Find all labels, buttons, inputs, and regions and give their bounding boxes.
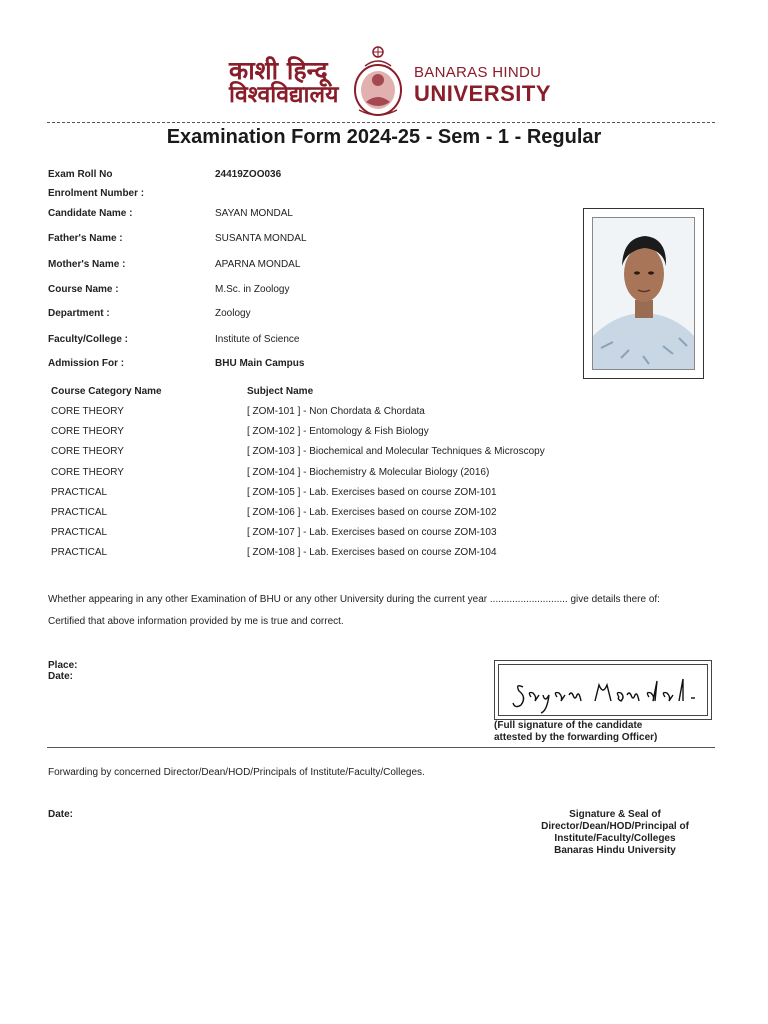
subject-row-category: PRACTICAL xyxy=(51,547,108,558)
subject-row-name: [ ZOM-105 ] - Lab. Exercises based on course ZOM-101 xyxy=(247,487,497,498)
course-name-label: Course Name : xyxy=(48,284,119,295)
forwarding-statement: Forwarding by concerned Director/Dean/HOD/Principals of Institute/Faculty/Colleges. xyxy=(48,767,425,778)
seal-line-3: Institute/Faculty/Colleges xyxy=(554,833,676,844)
forwarding-date-label: Date: xyxy=(48,809,74,820)
subject-row-name: [ ZOM-106 ] - Lab. Exercises based on course ZOM-102 xyxy=(247,507,497,518)
subject-row-category: CORE THEORY xyxy=(51,406,124,417)
logo-hindi-line2: विश्वविद्यालय xyxy=(229,82,339,108)
date-label: Date: xyxy=(48,671,74,682)
exam-roll-value: 24419ZOO036 xyxy=(215,169,282,180)
subject-row-category: PRACTICAL xyxy=(51,507,108,518)
candidate-photo xyxy=(592,217,695,370)
subject-row-category: PRACTICAL xyxy=(51,487,108,498)
subject-row-category: CORE THEORY xyxy=(51,446,124,457)
header-divider xyxy=(47,122,715,123)
candidate-handwritten-signature xyxy=(499,665,709,717)
subject-row-category: CORE THEORY xyxy=(51,467,124,478)
column-header-subject: Subject Name xyxy=(247,386,314,397)
subject-row-name: [ ZOM-101 ] - Non Chordata & Chordata xyxy=(247,406,425,417)
official-seal-signature-block xyxy=(520,809,710,857)
logo-english-line2: UNIVERSITY xyxy=(414,81,552,106)
logo-english-line1: BANARAS HINDU xyxy=(414,64,542,81)
candidate-name-value: SAYAN MONDAL xyxy=(215,208,293,219)
father-name-value: SUSANTA MONDAL xyxy=(215,233,307,244)
person-photo-icon xyxy=(593,218,694,369)
subject-row-category: CORE THEORY xyxy=(51,426,124,437)
enrolment-label: Enrolment Number : xyxy=(48,188,145,199)
signature-caption-line1: (Full signature of the candidate xyxy=(494,720,643,731)
seal-line-2: Director/Dean/HOD/Principal of xyxy=(541,821,689,832)
signature-caption xyxy=(494,720,657,744)
column-header-category: Course Category Name xyxy=(51,386,162,397)
mother-name-value: APARNA MONDAL xyxy=(215,259,301,270)
admission-value: BHU Main Campus xyxy=(215,358,305,369)
logo-hindi-line1: काशी हिन्दू xyxy=(229,56,328,85)
subject-row-name: [ ZOM-107 ] - Lab. Exercises based on course ZOM-103 xyxy=(247,527,497,538)
subject-row-name: [ ZOM-108 ] - Lab. Exercises based on course ZOM-104 xyxy=(247,547,497,558)
subject-row-name: [ ZOM-104 ] - Biochemistry & Molecular Biology (2016) xyxy=(247,467,490,478)
section-divider xyxy=(47,747,715,748)
certification-statement: Certified that above information provided by me is true and correct. xyxy=(48,616,344,627)
seal-line-1: Signature & Seal of xyxy=(569,809,661,820)
form-title: Examination Form 2024-25 - Sem - 1 - Regular xyxy=(166,126,602,148)
seal-line-4: Banaras Hindu University xyxy=(554,845,676,856)
candidate-signature-box xyxy=(494,660,712,720)
subject-row-category: PRACTICAL xyxy=(51,527,108,538)
department-value: Zoology xyxy=(215,308,251,319)
faculty-value: Institute of Science xyxy=(215,334,300,345)
course-name-value: M.Sc. in Zoology xyxy=(215,284,290,295)
mother-name-label: Mother's Name : xyxy=(48,259,126,270)
candidate-name-label: Candidate Name : xyxy=(48,208,133,219)
subject-row-name: [ ZOM-102 ] - Entomology & Fish Biology xyxy=(247,426,429,437)
admission-label: Admission For : xyxy=(48,358,125,369)
candidate-photo-frame xyxy=(583,208,704,379)
university-seal-logo xyxy=(351,44,405,118)
other-exam-statement: Whether appearing in any other Examination of BHU or any other University during the current year ............................ give details there of: xyxy=(48,594,660,605)
father-name-label: Father's Name : xyxy=(48,233,123,244)
place-label: Place: xyxy=(48,660,78,671)
exam-roll-label: Exam Roll No xyxy=(48,169,113,180)
signature-caption-line2: attested by the forwarding Officer) xyxy=(494,732,658,743)
department-label: Department : xyxy=(48,308,110,319)
faculty-label: Faculty/College : xyxy=(48,334,129,345)
logo-hindi-text xyxy=(229,58,338,108)
subject-row-name: [ ZOM-103 ] - Biochemical and Molecular Techniques & Microscopy xyxy=(247,446,545,457)
